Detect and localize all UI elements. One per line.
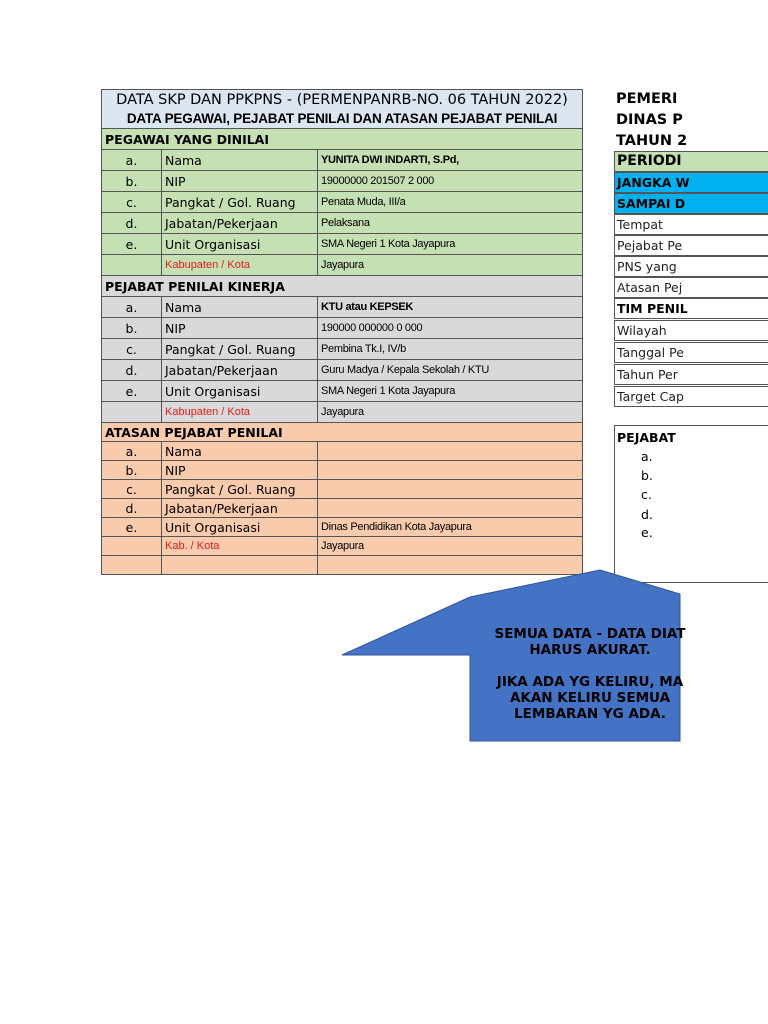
pegawai-unit-cell[interactable]: SMA Negeri 1 Kota Jayapura: [318, 234, 583, 255]
row-label: Nama: [162, 150, 318, 171]
callout-spacer: [470, 658, 710, 674]
callout-line: HARUS AKURAT.: [529, 642, 651, 658]
panel-letter: b.: [641, 468, 653, 483]
header-line: DINAS P: [616, 112, 683, 128]
pegawai-pangkat-cell[interactable]: Penata Muda, III/a: [318, 192, 583, 213]
pejabat-kab-cell[interactable]: Jayapura: [318, 402, 583, 423]
pegawai-nama-cell[interactable]: YUNITA DWI INDARTI, S.Pd,: [318, 150, 583, 171]
section-pejabat-heading: PEJABAT PENILAI KINERJA: [102, 276, 583, 297]
row-label: Pangkat / Gol. Ruang: [162, 192, 318, 213]
pejabat-nip-cell[interactable]: 190000 000000 0 000: [318, 318, 583, 339]
field-tempat: Tempat: [614, 214, 768, 235]
row-label: Nama: [162, 442, 318, 461]
pejabat-panel-title: PEJABAT: [617, 430, 676, 445]
field-tanggal: Tanggal Pe: [614, 342, 768, 363]
kab-kota-label: Kab. / Kota: [162, 537, 318, 556]
sampai-cell: SAMPAI D: [614, 193, 768, 214]
row-letter: b.: [102, 171, 162, 192]
panel-letter: e.: [641, 525, 653, 540]
row-label: NIP: [162, 318, 318, 339]
pegawai-nip-cell[interactable]: 19000000 201507 2 000: [318, 171, 583, 192]
atasan-unit-cell[interactable]: Dinas Pendidikan Kota Jayapura: [318, 518, 583, 537]
callout-message: [470, 626, 710, 722]
row-letter: c.: [102, 480, 162, 499]
pejabat-nama-cell[interactable]: KTU atau KEPSEK: [318, 297, 583, 318]
row-letter: e.: [102, 518, 162, 537]
field-tahun: Tahun Per: [614, 364, 768, 385]
row-letter: c.: [102, 339, 162, 360]
callout-line: AKAN KELIRU SEMUA: [509, 690, 671, 706]
row-label: Jabatan/Pekerjaan: [162, 499, 318, 518]
row-letter: d.: [102, 499, 162, 518]
row-letter: e.: [102, 381, 162, 402]
row-label: Pangkat / Gol. Ruang: [162, 339, 318, 360]
kab-kota-label: Kabupaten / Kota: [162, 402, 318, 423]
callout-line: SEMUA DATA - DATA DIAT: [494, 626, 686, 642]
field-wilayah: Wilayah: [614, 320, 768, 341]
row-letter: b.: [102, 318, 162, 339]
field-target: Target Cap: [614, 386, 768, 407]
panel-letter: a.: [641, 449, 653, 464]
pejabat-pangkat-cell[interactable]: Pembina Tk.I, IV/b: [318, 339, 583, 360]
row-label: Unit Organisasi: [162, 381, 318, 402]
panel-letter: c.: [641, 487, 652, 502]
pegawai-kab-cell[interactable]: Jayapura: [318, 255, 583, 276]
atasan-kab-cell[interactable]: Jayapura: [318, 537, 583, 556]
row-label: Unit Organisasi: [162, 234, 318, 255]
header-line: PEMERI: [616, 91, 678, 107]
tim-penilai-cell: TIM PENIL: [614, 298, 768, 319]
row-letter: a.: [102, 297, 162, 318]
row-letter: a.: [102, 442, 162, 461]
row-letter: e.: [102, 234, 162, 255]
row-label: Jabatan/Pekerjaan: [162, 213, 318, 234]
callout-line: JIKA ADA YG KELIRU, MA: [496, 674, 684, 690]
row-label: NIP: [162, 171, 318, 192]
sheet-title: DATA SKP DAN PPKPNS - (PERMENPANRB-NO. 06 TAHUN 2022): [102, 90, 583, 110]
jangka-cell: JANGKA W: [614, 172, 768, 193]
section-atasan-heading: ATASAN PEJABAT PENILAI: [102, 423, 583, 442]
header-line: TAHUN 2: [616, 133, 688, 149]
row-label: Unit Organisasi: [162, 518, 318, 537]
row-letter: b.: [102, 461, 162, 480]
row-letter: a.: [102, 150, 162, 171]
row-letter: d.: [102, 360, 162, 381]
periode-cell: PERIODI: [614, 151, 768, 172]
field-pns: PNS yang: [614, 256, 768, 277]
field-pejabat: Pejabat Pe: [614, 235, 768, 256]
pejabat-jabatan-cell[interactable]: Guru Madya / Kepala Sekolah / KTU: [318, 360, 583, 381]
pegawai-jabatan-cell[interactable]: Pelaksana: [318, 213, 583, 234]
row-label: NIP: [162, 461, 318, 480]
callout-line: LEMBARAN YG ADA.: [514, 706, 666, 722]
row-label: Pangkat / Gol. Ruang: [162, 480, 318, 499]
sheet-subtitle: DATA PEGAWAI, PEJABAT PENILAI DAN ATASAN PEJABAT PENILAI: [102, 109, 583, 129]
section-pegawai-heading: PEGAWAI YANG DINILAI: [102, 129, 583, 150]
row-letter: d.: [102, 213, 162, 234]
row-label: Jabatan/Pekerjaan: [162, 360, 318, 381]
row-label: Nama: [162, 297, 318, 318]
field-atasan: Atasan Pej: [614, 277, 768, 298]
kab-kota-label: Kabupaten / Kota: [162, 255, 318, 276]
row-letter: c.: [102, 192, 162, 213]
panel-letter: d.: [641, 507, 653, 522]
pejabat-unit-cell[interactable]: SMA Negeri 1 Kota Jayapura: [318, 381, 583, 402]
